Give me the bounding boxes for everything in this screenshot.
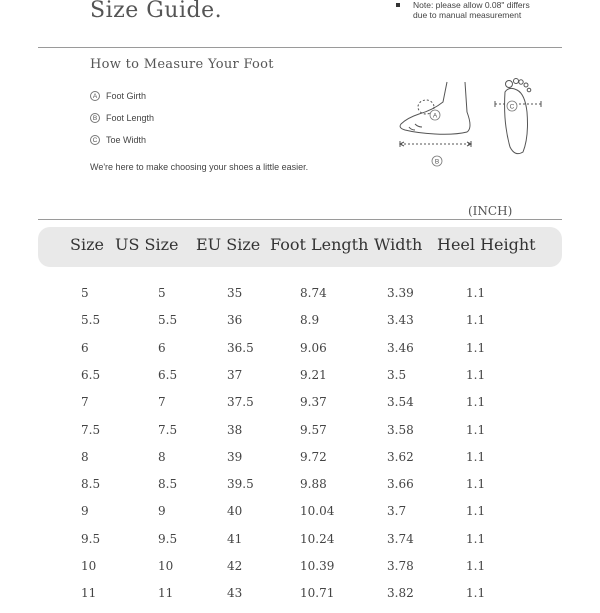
table-cell: 41: [227, 531, 243, 546]
table-cell: 1.1: [466, 422, 486, 437]
table-cell: 7: [81, 395, 89, 410]
note-line-2: due to manual measurement: [413, 10, 522, 20]
table-cell: 10.71: [300, 586, 335, 601]
table-cell: 43: [227, 586, 243, 601]
page-title: Size Guide.: [90, 0, 223, 23]
table-row: [0, 450, 600, 477]
table-cell: 37: [227, 367, 243, 382]
table-cell: 40: [227, 504, 243, 519]
table-cell: 8: [81, 449, 89, 464]
tagline: We're here to make choosing your shoes a little easier.: [90, 162, 309, 172]
table-cell: 9.21: [300, 367, 327, 382]
table-row: [0, 504, 600, 531]
table-cell: 5: [81, 286, 89, 300]
table-cell: 9.57: [300, 422, 327, 437]
table-cell: 8.74: [300, 286, 327, 300]
bullet-icon: [396, 3, 400, 7]
table-cell: 6: [81, 340, 89, 355]
legend-label: Toe Width: [106, 135, 147, 145]
table-cell: 3.66: [387, 477, 414, 492]
table-cell: 36: [227, 313, 243, 328]
table-cell: 9.72: [300, 449, 327, 464]
table-row: [0, 395, 600, 422]
table-cell: 10.39: [300, 559, 335, 573]
legend-label: Foot Girth: [106, 91, 147, 101]
foot-sole-view-icon: [495, 79, 541, 154]
header-heel-height: Heel Height: [437, 235, 536, 254]
table-cell: 1.1: [466, 531, 486, 546]
table-cell: 10.24: [300, 531, 335, 546]
table-cell: 3.54: [387, 395, 414, 410]
table-row: [0, 368, 600, 395]
table-cell: 9: [158, 504, 166, 519]
table-row: [0, 532, 600, 559]
table-cell: 11: [158, 586, 174, 601]
table-cell: 10.04: [300, 504, 335, 519]
table-cell: 8.5: [158, 477, 178, 492]
table-row: [0, 559, 600, 586]
table-cell: 3.78: [387, 559, 414, 573]
table-cell: 1.1: [466, 449, 486, 464]
table-cell: 8.5: [81, 477, 101, 492]
divider-top: [38, 47, 562, 48]
table-cell: 38: [227, 422, 243, 437]
table-cell: 7.5: [81, 422, 101, 437]
table-cell: 8.9: [300, 313, 320, 328]
circle-a-icon: A: [90, 91, 100, 101]
table-cell: 9: [81, 504, 89, 519]
table-row: [0, 286, 600, 313]
table-cell: 10: [81, 559, 97, 573]
note-line-1: Note: please allow 0.08" differs: [413, 0, 530, 10]
table-cell: 1.1: [466, 559, 486, 573]
table-cell: 7.5: [158, 422, 178, 437]
table-cell: 9.37: [300, 395, 327, 410]
circle-b-icon: B: [90, 113, 100, 123]
table-cell: 5: [158, 286, 166, 300]
table-cell: 1.1: [466, 286, 486, 300]
foot-measurement-illustration: [395, 72, 565, 172]
table-cell: 3.58: [387, 422, 414, 437]
table-cell: 39: [227, 449, 243, 464]
table-cell: 1.1: [466, 477, 486, 492]
table-cell: 9.5: [81, 531, 101, 546]
legend-item-toe-width: [90, 135, 146, 145]
header-eu-size: EU Size: [196, 235, 261, 254]
table-cell: 9.5: [158, 531, 178, 546]
header-width: Width: [374, 235, 423, 254]
divider-mid: [38, 219, 562, 220]
table-cell: 1.1: [466, 504, 486, 519]
legend-item-foot-length: [90, 113, 154, 123]
table-cell: 11: [81, 586, 97, 601]
table-cell: 42: [227, 559, 243, 573]
table-cell: 6.5: [81, 367, 101, 382]
figure-label-b: B: [434, 158, 440, 166]
legend-label: Foot Length: [106, 113, 155, 123]
table-cell: 1.1: [466, 313, 486, 328]
table-cell: 1.1: [466, 367, 486, 382]
table-cell: 3.5: [387, 367, 407, 382]
figure-label-c: C: [509, 103, 515, 111]
table-cell: 36.5: [227, 340, 254, 355]
table-cell: 6.5: [158, 367, 178, 382]
table-row: [0, 423, 600, 450]
table-cell: 9.88: [300, 477, 327, 492]
table-cell: 3.7: [387, 504, 407, 519]
table-cell: 1.1: [466, 395, 486, 410]
table-cell: 3.43: [387, 313, 414, 328]
table-cell: 3.82: [387, 586, 414, 601]
table-cell: 10: [158, 559, 174, 573]
table-cell: 5.5: [158, 313, 178, 328]
circle-c-icon: C: [90, 135, 100, 145]
table-row: [0, 341, 600, 368]
table-cell: 39.5: [227, 477, 254, 492]
measurement-note: [396, 0, 596, 20]
table-cell: 37.5: [227, 395, 254, 410]
table-cell: 5.5: [81, 313, 101, 328]
figure-label-a: A: [432, 112, 438, 120]
table-row: [0, 313, 600, 340]
header-us-size: US Size: [115, 235, 179, 254]
table-cell: 9.06: [300, 340, 327, 355]
header-size: Size: [70, 235, 104, 254]
table-cell: 3.46: [387, 340, 414, 355]
measure-title: How to Measure Your Foot: [90, 57, 274, 72]
table-cell: 6: [158, 340, 166, 355]
table-cell: 3.62: [387, 449, 414, 464]
table-cell: 7: [158, 395, 166, 410]
unit-label: (INCH): [468, 204, 513, 218]
table-cell: 3.39: [387, 286, 414, 300]
table-row: [0, 477, 600, 504]
table-cell: 1.1: [466, 586, 486, 601]
table-cell: 3.74: [387, 531, 414, 546]
table-cell: 35: [227, 286, 243, 300]
legend-item-foot-girth: [90, 91, 146, 101]
table-cell: 8: [158, 449, 166, 464]
header-foot-length: Foot Length: [270, 235, 369, 254]
table-cell: 1.1: [466, 340, 486, 355]
